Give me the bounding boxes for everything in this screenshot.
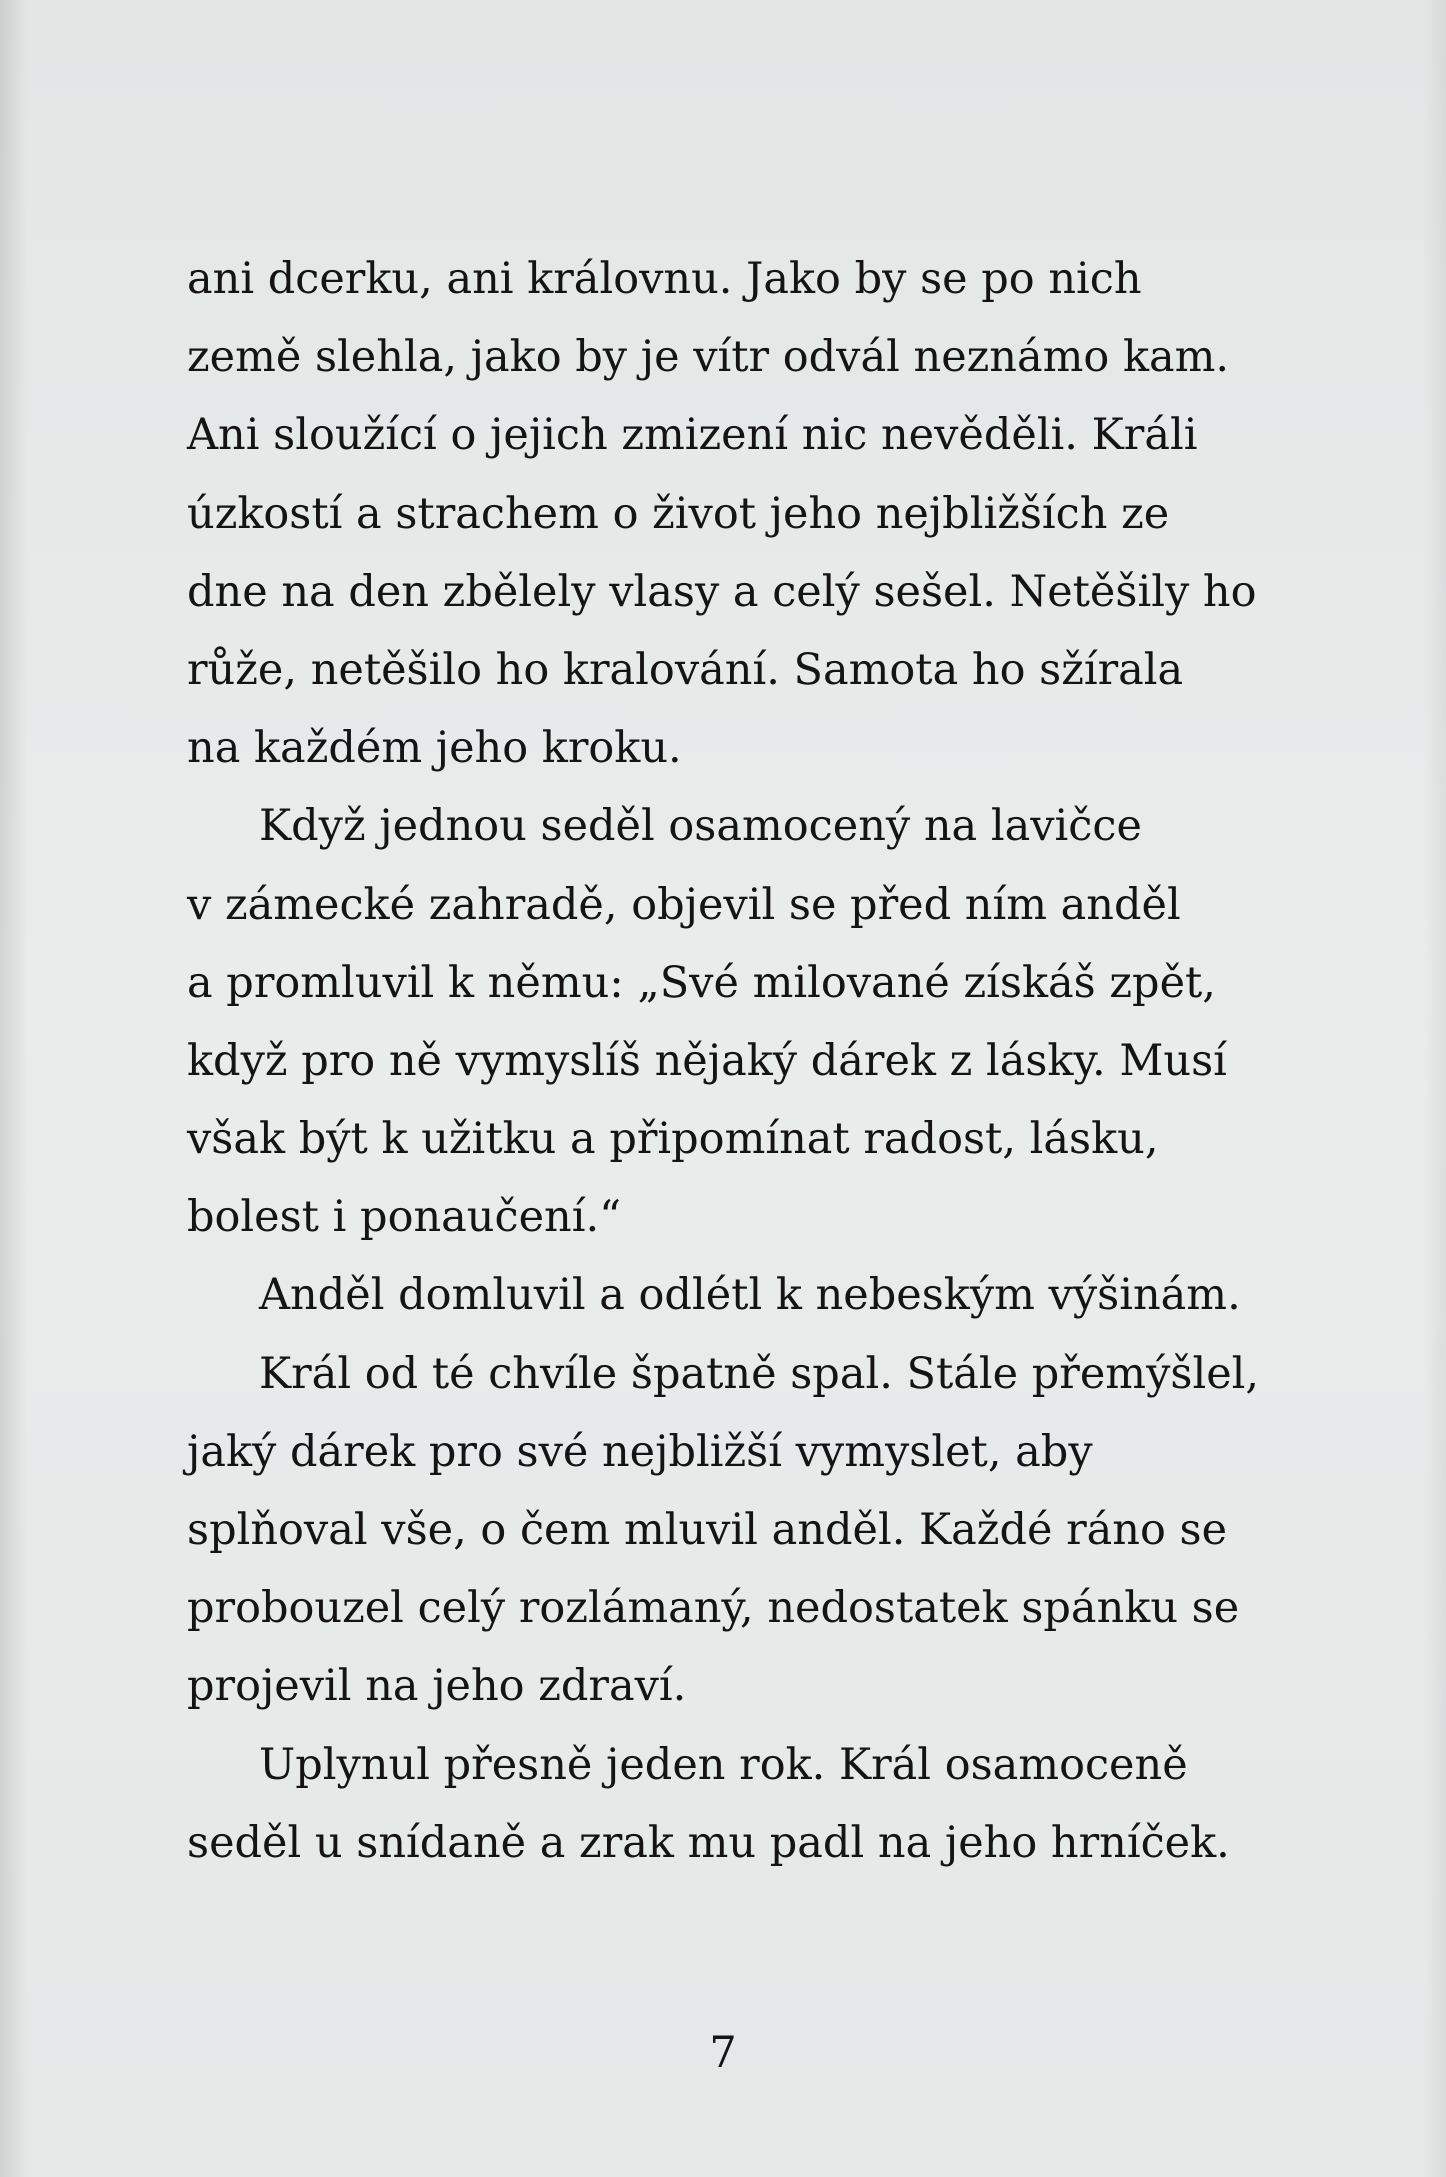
text-line: Ani sloužící o jejich zmizení nic nevěděli. Králi [187, 410, 1198, 461]
body-text [187, 240, 1267, 1882]
text-line: na každém jeho kroku. [187, 723, 682, 774]
text-line: jaký dárek pro své nejbližší vymyslet, aby [187, 1426, 1093, 1477]
text-line: úzkostí a strachem o život jeho nejbližších ze [187, 488, 1170, 539]
text-line: když pro ně vymyslíš nějaký dárek z lásky. Musí [187, 1035, 1227, 1086]
text-line: v zámecké zahradě, objevil se před ním anděl [187, 879, 1181, 930]
paragraph-first-line: Když jednou seděl osamocený na lavičce [259, 801, 1142, 852]
paragraph-first-line: Král od té chvíle špatně spal. Stále přemýšlel, [259, 1348, 1260, 1399]
text-line: splňoval vše, o čem mluvil anděl. Každé ráno se [187, 1505, 1228, 1555]
text-line: probouzel celý rozlámaný, nedostatek spánku se [187, 1583, 1240, 1634]
paragraph-first-line: Uplynul přesně jeden rok. Král osamoceně [259, 1739, 1188, 1790]
page-number: 7 [709, 2028, 737, 2078]
text-line: bolest i ponaučení.“ [187, 1192, 622, 1243]
text-line: projevil na jeho zdraví. [187, 1661, 687, 1712]
text-line: dne na den zbělely vlasy a celý sešel. Netěšily ho [187, 566, 1257, 617]
text-line: růže, netěšilo ho kralování. Samota ho sžírala [187, 644, 1184, 695]
text-line: však být k užitku a připomínat radost, lásku, [187, 1114, 1159, 1165]
text-line: a promluvil k němu: „Své milované získáš zpět, [187, 957, 1216, 1008]
text-line: seděl u snídaně a zrak mu padl na jeho hrníček. [187, 1817, 1230, 1868]
paragraph-first-line: Anděl domluvil a odlétl k nebeským výšinám. [259, 1270, 1241, 1321]
text-line: země slehla, jako by je vítr odvál neznámo kam. [187, 332, 1230, 383]
text-line: ani dcerku, ani královnu. Jako by se po nich [187, 254, 1142, 304]
